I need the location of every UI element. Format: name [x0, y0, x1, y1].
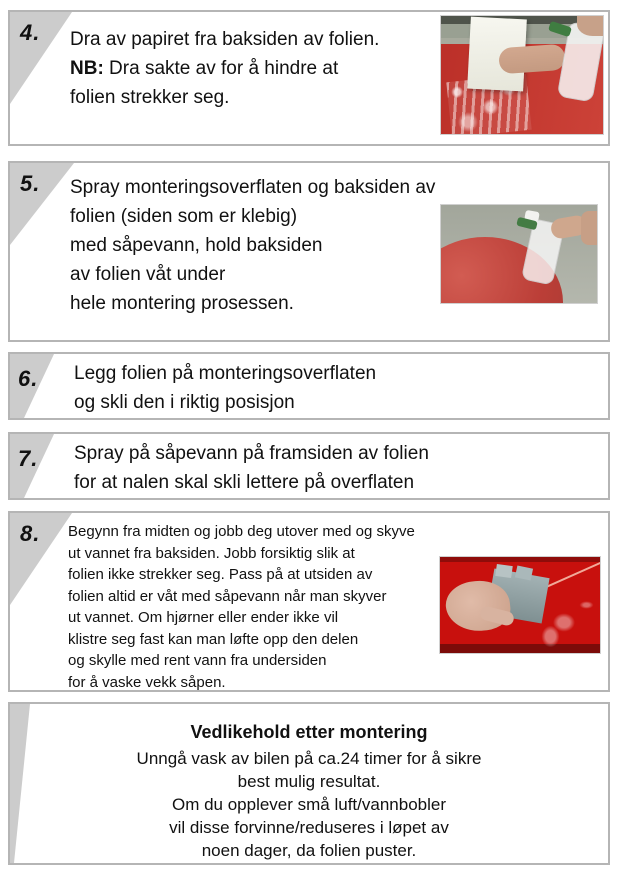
text-line: Begynn fra midten og jobb deg utover med og skyve [68, 523, 415, 540]
text-line: ut vannet. Om hjørner eller ender ikke vil [68, 609, 339, 626]
step-4-number: 4. [20, 20, 41, 45]
text-line: NB: Dra sakte av for å hindre at [70, 58, 339, 79]
nb-label: NB: [70, 58, 104, 79]
step-8-box [8, 511, 610, 692]
text-line: noen dager, da folien puster. [201, 841, 417, 860]
step-5-box [8, 161, 610, 342]
text-line: folien strekker seg. [70, 87, 230, 108]
text-line: folien (siden som er klebig) [70, 206, 298, 227]
text-line: for å vaske vekk såpen. [68, 673, 226, 691]
hand-shape [498, 44, 566, 75]
step-6-box [8, 352, 610, 420]
text-line: og skylle med rent vann fra undersiden [68, 652, 327, 669]
squeegee-tab-shape [495, 564, 513, 578]
arm-shape [581, 211, 597, 245]
text-line: ut vannet fra baksiden. Jobb forsiktig slik at [68, 544, 355, 562]
text-line: Dra av papiret fra baksiden av folien. [70, 29, 380, 50]
step-7-box [8, 432, 610, 500]
text-line: Unngå vask av bilen på ca.24 timer for å sikre [136, 749, 482, 768]
step-8-number: 8. [20, 521, 41, 546]
text-line: folien altid er våt med såpevann når man skyver [68, 587, 387, 605]
step-5-photo [441, 205, 597, 303]
text-line: Spray monteringsoverflaten og baksiden av [70, 177, 436, 198]
step-6-text [74, 359, 376, 417]
photo-edge-shape [440, 557, 600, 562]
maintenance-title: Vedlikehold etter montering [190, 722, 428, 742]
step-5-number: 5. [20, 171, 41, 196]
text-line: og skli den i riktig posisjon [74, 392, 295, 413]
text-line: Legg folien på monteringsoverflaten [74, 363, 377, 384]
step-4-photo [441, 16, 603, 134]
text-line: hele montering prosessen. [70, 293, 294, 314]
maintenance-box [8, 702, 610, 865]
step-7-text [74, 439, 429, 497]
text-line: best mulig resultat. [237, 772, 381, 791]
text-line: Spray på såpevann på framsiden av folien [74, 443, 429, 464]
step-5-text [70, 173, 435, 318]
text-line: Om du opplever små luft/vannbobler [171, 795, 447, 814]
step-8-photo [440, 557, 600, 653]
text-line: klistre seg fast kan man løfte opp den delen [68, 630, 359, 648]
text-line: folien ikke strekker seg. Pass på at utsiden av [68, 566, 373, 583]
step-6-number: 6. [18, 366, 39, 391]
text-line: med såpevann, hold baksiden [70, 235, 323, 256]
step-7-number: 7. [18, 446, 39, 471]
text-line: vil disse forvinne/reduseres i løpet av [169, 818, 449, 837]
text-line: av folien våt under [70, 264, 226, 285]
step-8-text [68, 521, 415, 692]
step-4-text [70, 25, 379, 112]
step-4-box [8, 10, 610, 146]
text-line: for at nalen skal skli lettere på overflaten [74, 472, 415, 493]
